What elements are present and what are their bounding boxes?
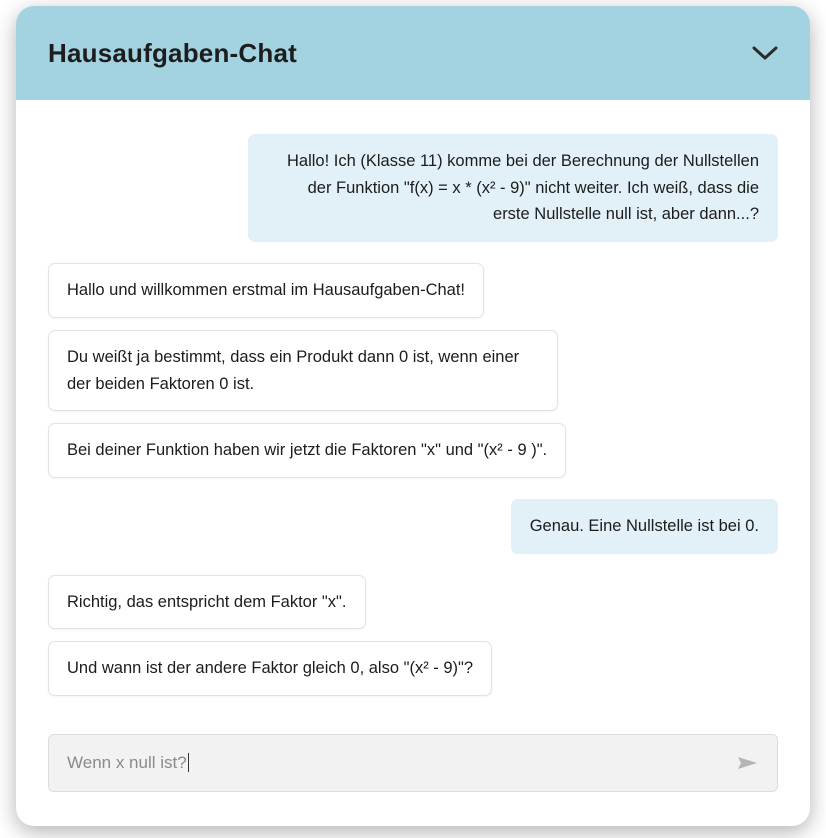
- message-input[interactable]: [48, 734, 778, 792]
- text-caret: [188, 753, 189, 772]
- chevron-down-glyph: [752, 45, 778, 61]
- chat-bubble-user: Genau. Eine Nullstelle ist bei 0.: [511, 499, 778, 554]
- chat-bubble-bot: Hallo und willkommen erstmal im Hausaufgaben-Chat!: [48, 263, 484, 318]
- send-button[interactable]: [733, 748, 763, 778]
- send-arrow-icon: [736, 753, 760, 773]
- message-input-value: [67, 753, 189, 773]
- chat-bubble-user: Hallo! Ich (Klasse 11) komme bei der Berechnung der Nullstellen der Funktion "f(x) = x * (x² - 9)" nicht weiter. Ich weiß, dass die erste Nullstelle null ist, aber dann...?: [248, 134, 778, 242]
- chat-header: [16, 6, 810, 100]
- chevron-down-icon[interactable]: [748, 36, 782, 70]
- message-row-bot: [48, 330, 778, 411]
- message-list: [16, 100, 810, 716]
- message-row-user: [48, 499, 778, 554]
- chat-bubble-bot: Du weißt ja bestimmt, dass ein Produkt dann 0 ist, wenn einer der beiden Faktoren 0 ist.: [48, 330, 558, 411]
- chat-window: [16, 6, 810, 826]
- message-row-bot: [48, 423, 778, 478]
- message-row-bot: [48, 641, 778, 696]
- message-row-user: [48, 134, 778, 242]
- composer: [16, 716, 810, 826]
- page-title: Hausaufgaben-Chat: [48, 37, 297, 68]
- chat-bubble-bot: Richtig, das entspricht dem Faktor "x".: [48, 575, 366, 630]
- chat-bubble-bot: Und wann ist der andere Faktor gleich 0, also "(x² - 9)"?: [48, 641, 492, 696]
- message-row-bot: [48, 263, 778, 318]
- message-input-text: Wenn x null ist?: [67, 753, 187, 772]
- chat-bubble-bot: Bei deiner Funktion haben wir jetzt die Faktoren "x" und "(x² - 9 )".: [48, 423, 566, 478]
- message-row-bot: [48, 575, 778, 630]
